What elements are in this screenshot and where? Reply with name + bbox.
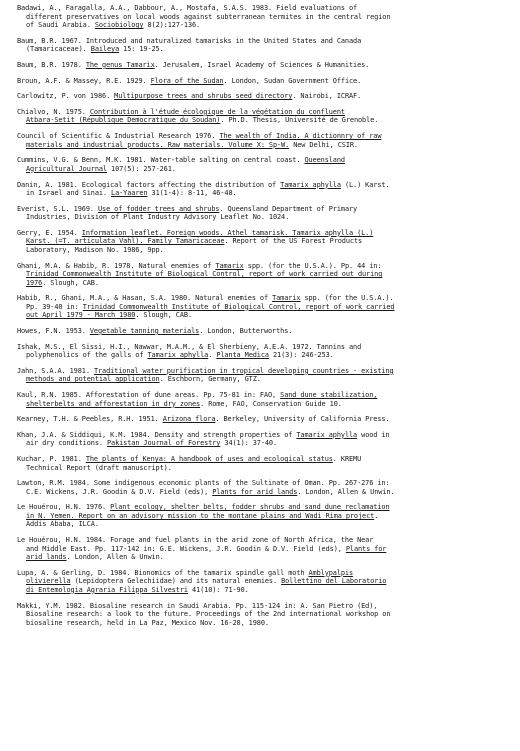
reference-text: Gerry, E. 1954.	[17, 228, 82, 237]
reference-text: (Tamaricaceae).	[26, 45, 91, 54]
reference-text: Badawi, A., Faragalla, A.A., Dabbour, A., Mostafa, S.A.S. 1983. Field evaluations of	[17, 4, 358, 12]
reference-continuation-line	[17, 189, 510, 198]
underlined-title-text: Information leaflet. Foreign woods. Athel tamarisk. Tamarix aphylla (L.)	[81, 228, 374, 237]
reference-text: Le Houérou, H.N. 1976.	[17, 503, 111, 512]
underlined-title-text: Baileya	[90, 45, 120, 54]
reference-text: . Nairobi, ICRAF.	[292, 92, 362, 101]
reference-text: Baum, B.R. 1967. Introduced and naturalized tamarisks in the United States and Canada	[17, 36, 362, 45]
reference-entry	[17, 156, 510, 173]
reference-text: . Report of the US Forest Products	[224, 237, 363, 246]
reference-entry	[17, 536, 510, 562]
reference-entry	[17, 327, 510, 336]
reference-text: of Saudi Arabia.	[26, 21, 95, 29]
reference-text: . London, Allen & Unwin.	[66, 553, 164, 562]
reference-first-line	[17, 77, 510, 86]
reference-text: Baum, B.R. 1978.	[17, 60, 86, 69]
underlined-title-text: materials and industrial products. Raw materials. Volume X: Sp-W.	[26, 140, 290, 149]
reference-continuation-line	[17, 400, 510, 409]
underlined-title-text: The wealth of India. A dictionnry of raw	[219, 132, 382, 141]
reference-first-line	[17, 294, 510, 303]
reference-continuation-line	[17, 512, 510, 521]
reference-text: Kuchar, P. 1981.	[17, 455, 86, 464]
underlined-title-text: Tamarix	[272, 294, 301, 303]
reference-first-line	[17, 602, 510, 611]
reference-entry	[17, 431, 510, 448]
reference-text: Howes, F.N. 1953.	[17, 326, 90, 335]
reference-continuation-line	[17, 165, 510, 174]
reference-text: 31(1-4): 8-11, 46-48.	[147, 189, 237, 197]
reference-text: biosaline research, held in La Paz, Mexico Nov. 16-20, 1980.	[26, 618, 269, 627]
underlined-title-text: Atbara-Setit (République Democratique du Soudan)	[26, 116, 221, 125]
reference-continuation-line	[17, 610, 510, 619]
reference-continuation-line	[17, 464, 510, 473]
underlined-title-text: Tamarix aphylla	[280, 180, 341, 189]
reference-first-line	[17, 569, 510, 578]
underlined-title-text: Agricultural Journal	[26, 164, 107, 173]
reference-first-line	[17, 367, 510, 376]
underlined-title-text: shelterbelts and afforestation in dry zones	[26, 399, 201, 408]
reference-continuation-line	[17, 488, 510, 497]
reference-text: Pp. 39-40 in:	[26, 302, 83, 311]
reference-continuation-line	[17, 577, 510, 586]
underlined-title-text: methods and potential application	[26, 375, 160, 384]
reference-text: . KREMU	[332, 455, 362, 464]
reference-continuation-line	[17, 141, 510, 150]
underlined-title-text: Tamarix aphylla	[296, 430, 358, 439]
reference-text: .	[208, 351, 217, 360]
reference-text: spp. (for the U.S.A.). Pp. 44 in:	[243, 261, 382, 270]
reference-continuation-line	[17, 351, 510, 360]
reference-first-line	[17, 455, 510, 464]
reference-continuation-line	[17, 586, 510, 595]
underlined-title-text: Vegetable tanning materials	[89, 326, 200, 335]
reference-text: (Lepidoptera Gelechiidae) and its natural enemies.	[70, 577, 282, 586]
reference-continuation-line	[17, 45, 510, 54]
reference-continuation-line	[17, 553, 510, 562]
underlined-title-text: Sociobiology	[94, 21, 144, 29]
underlined-title-text: Flora of the Sudan	[150, 76, 224, 85]
underlined-title-text: Traditional water purification in tropical developing countries - existing	[93, 366, 394, 375]
reference-text: 8(2):127-136.	[143, 21, 201, 29]
reference-text: . Jerusalem, Israel Academy of Sciences & Humanities.	[154, 60, 370, 69]
reference-entry	[17, 294, 510, 320]
reference-continuation-line	[17, 520, 510, 529]
reference-text: . Ph.D. Thesis, Université de Grenoble.	[220, 116, 379, 125]
reference-continuation-line	[17, 213, 510, 222]
underlined-title-text: olivierella	[26, 577, 71, 586]
reference-first-line	[17, 181, 510, 190]
reference-text: 41(10): 71-90.	[187, 585, 249, 594]
reference-first-line	[17, 503, 510, 512]
reference-text: Ghani, M.A. & Habib, R. 1978. Natural enemies of	[17, 261, 216, 270]
reference-first-line	[17, 37, 510, 46]
reference-entry	[17, 61, 510, 70]
underlined-title-text: Plants for	[345, 544, 387, 553]
reference-text: Lupa, A. & Gerling, D. 1984. Bionomics of the tamarix spindle gall moth	[17, 568, 309, 577]
reference-first-line	[17, 431, 510, 440]
reference-text: wood in	[357, 430, 390, 439]
reference-first-line	[17, 343, 510, 352]
reference-text: C.E. Wickens, J.R. Goodin & D.V. Field (eds),	[26, 487, 213, 496]
reference-text: 15: 19-25.	[119, 45, 164, 54]
reference-first-line	[17, 156, 510, 165]
underlined-title-text: The genus Tamarix	[85, 60, 155, 69]
underlined-title-text: Trinidad Commonwealth Institute of Biological Control, report of work carried	[82, 302, 395, 311]
reference-continuation-line	[17, 619, 510, 628]
underlined-title-text: 1976	[26, 278, 43, 287]
reference-entry	[17, 37, 510, 54]
reference-first-line	[17, 132, 510, 141]
underlined-title-text: Sand dune stabilization,	[280, 391, 378, 399]
reference-continuation-line	[17, 545, 510, 554]
reference-text: Makki, Y.M. 1982. Biosaline research in Saudi Arabia. Pp. 115-124 in: A. San Pietro (Ed),	[17, 601, 378, 610]
reference-text: . Slough, CAB.	[135, 311, 192, 320]
underlined-title-text: Plant ecology, shelter belts, fodder shrubs and sand dune reclamation	[110, 503, 390, 512]
reference-continuation-line	[17, 311, 510, 320]
reference-first-line	[17, 108, 510, 117]
reference-text: Lawton, R.M. 1984. Some indigenous economic plants of the Sultinate of Oman. Pp. 267-276 in:	[17, 479, 390, 488]
underlined-title-text: arid lands	[26, 553, 67, 562]
reference-text: different preservatives on local woods against subterranean termites in the central region	[26, 12, 391, 21]
reference-text: Biosaline research: a look to the future. Proceedings of the 2nd international workshop on	[26, 610, 391, 618]
reference-first-line	[17, 391, 510, 400]
underlined-title-text: di Entemologia Agraria Filippa Silvestri	[26, 585, 188, 594]
reference-first-line	[17, 479, 510, 488]
reference-text: Addis Ababa, ILCA.	[26, 520, 99, 529]
underlined-title-text: Arizona flora	[162, 415, 216, 424]
reference-first-line	[17, 61, 510, 70]
reference-text: polyphenolics of the galls of	[26, 351, 148, 360]
reference-continuation-line	[17, 303, 510, 312]
reference-text: air dry conditions.	[26, 439, 107, 448]
reference-text: . London, Allen & Unwin.	[297, 487, 395, 496]
reference-list	[17, 4, 510, 627]
reference-entry	[17, 77, 510, 86]
reference-continuation-line	[17, 237, 510, 246]
reference-text: Industries, Division of Plant Industry Advisory Leaflet No. 1024.	[26, 213, 290, 222]
reference-first-line	[17, 262, 510, 271]
reference-text: Le Houérou, H.N. 1984. Forage and fuel plants in the arid zone of North Africa, the Near	[17, 536, 374, 545]
reference-entry	[17, 367, 510, 384]
reference-text: . London, Butterworths.	[199, 326, 293, 335]
reference-text: Danin, A. 1981. Ecological factors affecting the distribution of	[17, 180, 281, 189]
reference-text: and Middle East. Pp. 117-142 in: G.E. Wickens, J.R. Goodin & D.V. Field (eds),	[26, 544, 346, 553]
reference-first-line	[17, 205, 510, 214]
reference-text: Habib, R., Ghani, M.A., & Hasan, S.A. 1980. Natural enemies of	[17, 294, 273, 303]
reference-text: .	[374, 511, 379, 520]
underlined-title-text: Karst. (=T. articulata Vahl). Family Tamaricaceae	[26, 237, 225, 246]
reference-continuation-line	[17, 21, 510, 30]
reference-entry	[17, 262, 510, 288]
underlined-title-text: Tamarix aphylla	[147, 351, 209, 360]
underlined-title-text: Multipurpose trees and shrubs seed directory	[114, 92, 293, 101]
reference-text: Everist, S.L. 1969.	[17, 204, 98, 213]
reference-text: 34(1): 37-40.	[220, 439, 278, 448]
reference-text: spp. (for the U.S.A.).	[300, 294, 394, 303]
underlined-title-text: Contribution à l'étude écologique de la végétation du confluent	[89, 107, 345, 116]
reference-text: Council of Scientific & Industrial Research 1976.	[17, 132, 220, 141]
underlined-title-text: Amblypalpis	[308, 568, 354, 577]
reference-text: in Israel and Sinai.	[26, 189, 112, 197]
underlined-title-text: Queensland	[304, 156, 345, 165]
reference-entry	[17, 229, 510, 255]
reference-first-line	[17, 229, 510, 238]
reference-text: . Eschborn, Germany, GTZ.	[159, 375, 261, 384]
reference-text: . Slough, CAB.	[42, 278, 99, 287]
reference-continuation-line	[17, 13, 510, 22]
reference-text: Carlowitz, P. von 1986.	[17, 92, 115, 101]
reference-continuation-line	[17, 270, 510, 279]
reference-text: Chialvo, N. 1975.	[17, 107, 90, 116]
reference-continuation-line	[17, 279, 510, 288]
reference-text: . London, Sudan Government Office.	[223, 76, 362, 85]
underlined-title-text: Planta Medica	[216, 351, 269, 360]
reference-text: Technical Report (draft manuscript).	[26, 463, 172, 472]
reference-entry	[17, 503, 510, 529]
underlined-title-text: Tamarix	[215, 261, 244, 270]
reference-text: . Berkeley, University of California Press.	[215, 415, 390, 424]
reference-text: . Queensland Department of Primary	[219, 204, 358, 213]
underlined-title-text: The plants of Kenya: A handbook of uses and ecological status	[85, 455, 333, 464]
reference-entry	[17, 181, 510, 198]
reference-entry	[17, 602, 510, 628]
reference-entry	[17, 108, 510, 125]
reference-text: (L.) Karst.	[340, 180, 390, 189]
reference-text: Kaul, R.N. 1985. Afforestation of dune areas. Pp. 75-81 in: FAO,	[17, 391, 281, 399]
reference-entry	[17, 479, 510, 496]
underlined-title-text: in N. Yemen. Report on an advisory mission to the montane plains and Wadi Rima project	[26, 511, 375, 520]
reference-first-line	[17, 4, 510, 13]
reference-first-line	[17, 327, 510, 336]
reference-entry	[17, 205, 510, 222]
reference-entry	[17, 415, 510, 424]
underlined-title-text: Pakistan Journal of Forestry	[106, 439, 221, 448]
reference-text: Khan, J.A. & Siddiqui, K.M. 1984. Density and strength properties of	[17, 430, 297, 439]
reference-entry	[17, 569, 510, 595]
reference-text: . Rome, FAO, Conservation Guide 10.	[200, 399, 342, 408]
underlined-title-text: Bollettino del Laboratorio	[281, 577, 387, 586]
reference-entry	[17, 4, 510, 30]
reference-continuation-line	[17, 246, 510, 255]
reference-text: Jahn, S.A.A. 1981.	[17, 366, 94, 375]
reference-text: 21(3): 246-253.	[268, 351, 334, 360]
reference-text: New Delhi, CSIR.	[289, 140, 358, 149]
reference-text: Ishak, M.S., El Sissi, H.I., Nawwar, M.A.M., & El Sherbieny, A.E.A. 1972. Tannins and	[17, 342, 362, 351]
reference-entry	[17, 132, 510, 149]
reference-text: Kearney, T.H. & Peebles, R.H. 1951.	[17, 415, 163, 424]
reference-first-line	[17, 415, 510, 424]
underlined-title-text: La-Yaaren	[111, 189, 148, 197]
reference-entry	[17, 391, 510, 408]
underlined-title-text: Plants for arid lands	[212, 487, 298, 496]
reference-text: 107(5): 257-261.	[106, 164, 176, 173]
reference-text: Cummins, V.G. & Benn, M.K. 1981. Water-table salting on central coast.	[17, 156, 305, 165]
reference-continuation-line	[17, 116, 510, 125]
reference-entry	[17, 455, 510, 472]
reference-text: Laboratory, Madison No. 1986, 9pp.	[26, 245, 164, 254]
reference-text: Broun, A.F. & Massey, R.E. 1929.	[17, 76, 151, 85]
reference-first-line	[17, 92, 510, 101]
underlined-title-text: Use of fodder trees and shrubs	[97, 204, 220, 213]
reference-entry	[17, 343, 510, 360]
underlined-title-text: Trinidad Commonwealth Institute of Biological Control, report of work carried out during	[26, 270, 383, 279]
reference-first-line	[17, 536, 510, 545]
reference-continuation-line	[17, 375, 510, 384]
reference-continuation-line	[17, 439, 510, 448]
reference-entry	[17, 92, 510, 101]
underlined-title-text: out April 1979 - March 1980	[26, 311, 136, 320]
